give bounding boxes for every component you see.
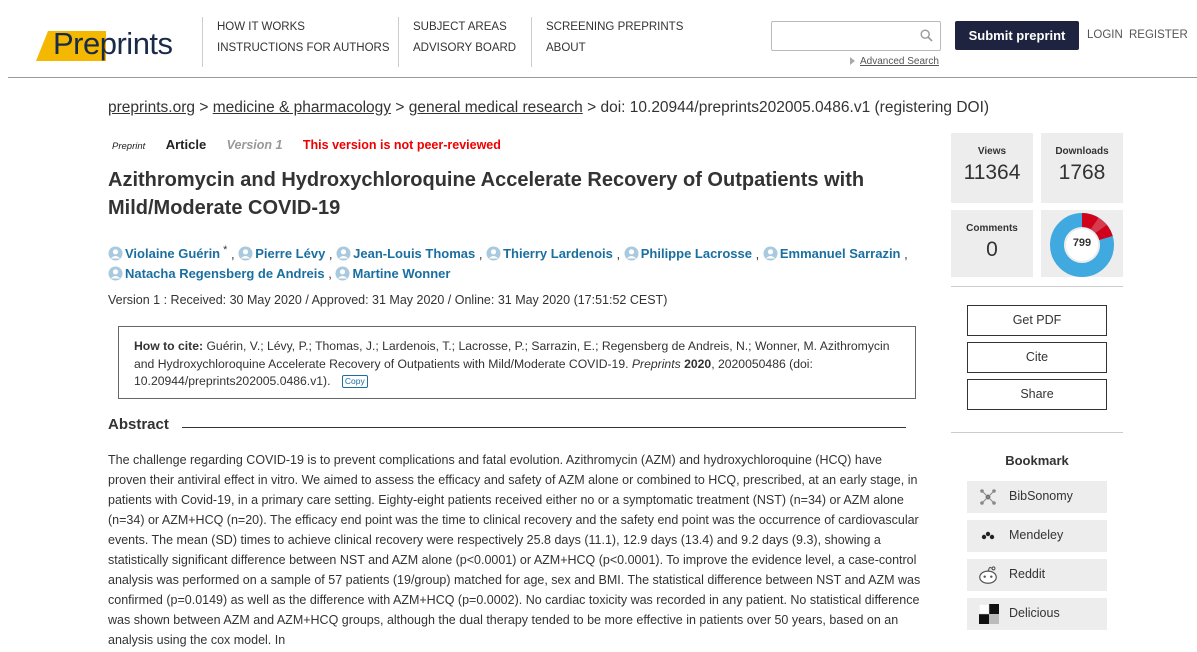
advanced-search[interactable] <box>850 56 939 67</box>
abstract-heading: Abstract <box>108 416 169 433</box>
corresponding-author-mark: * <box>220 244 228 256</box>
author-name[interactable]: Jean-Louis Thomas <box>353 246 476 262</box>
submit-preprint-button[interactable]: Submit preprint <box>955 21 1079 50</box>
nav-column-2 <box>398 17 516 67</box>
views-value: 11364 <box>963 161 1021 184</box>
author-name[interactable]: Natacha Regensberg de Andreis <box>125 266 325 282</box>
author-link[interactable] <box>624 246 752 261</box>
author-name[interactable]: Pierre Lévy <box>255 246 326 262</box>
mendeley-icon <box>979 527 997 545</box>
author-link[interactable] <box>335 266 450 281</box>
login-link[interactable]: LOGIN <box>1087 29 1123 41</box>
cite-rest: , 2020050486 (doi: 10.20944/preprints202005.0486.v1). <box>134 356 813 388</box>
bookmark-mendeley[interactable] <box>967 520 1107 552</box>
bibsonomy-icon <box>979 488 997 506</box>
preprint-tag: Preprint <box>112 141 146 152</box>
nav-how-it-works[interactable]: HOW IT WORKS <box>217 21 305 33</box>
author-link[interactable] <box>108 266 325 281</box>
breadcrumb <box>108 99 989 117</box>
author-list: Violaine Guérin * , Pierre Lévy , Jean-Louis Thomas , Thierry Lardenois , Philippe Lacrosse , Emmanuel Sarrazin , Natacha Regensberg de Andreis , Martine Wonner <box>108 240 908 284</box>
bookmark-label: Mendeley <box>1009 528 1064 542</box>
author-name[interactable]: Emmanuel Sarrazin <box>779 246 901 262</box>
author-name[interactable]: Violaine Guérin <box>125 246 221 262</box>
author-link[interactable] <box>336 246 475 261</box>
bookmark-label: Delicious <box>1009 606 1060 620</box>
author-profile-icon <box>238 246 253 261</box>
author-profile-icon <box>335 266 350 281</box>
nav-screening-preprints[interactable]: SCREENING PREPRINTS <box>546 21 684 33</box>
preprints-logo[interactable] <box>36 25 188 63</box>
breadcrumb-home[interactable]: preprints.org <box>108 99 196 116</box>
article-type: Article <box>165 137 207 152</box>
advanced-search-link[interactable]: Advanced Search <box>860 56 939 67</box>
logo-text: Preprints <box>53 26 173 61</box>
article-title: Azithromycin and Hydroxychloroquine Accelerate Recovery of Outpatients with Mild/Moderate COVID-19 <box>108 169 865 219</box>
nav-column-3 <box>531 17 683 67</box>
nav-advisory-board[interactable]: ADVISORY BOARD <box>413 42 517 54</box>
bookmark-label: Reddit <box>1009 567 1046 581</box>
breadcrumb-separator: > <box>587 99 597 116</box>
review-status: This version is not peer-reviewed <box>302 138 501 152</box>
bookmark-label: BibSonomy <box>1009 489 1073 503</box>
author-name[interactable]: Martine Wonner <box>352 266 451 282</box>
author-link[interactable] <box>486 246 613 261</box>
breadcrumb-separator: > <box>199 99 209 116</box>
author-link[interactable] <box>108 246 220 261</box>
how-to-cite <box>118 326 916 399</box>
author-link[interactable] <box>238 246 325 261</box>
downloads-label: Downloads <box>1055 146 1109 157</box>
breadcrumb-separator: > <box>395 99 405 116</box>
author-name[interactable]: Philippe Lacrosse <box>640 246 752 262</box>
logo-shape <box>36 31 48 61</box>
author-link[interactable] <box>763 246 901 261</box>
get-pdf-button[interactable]: Get PDF <box>967 305 1107 336</box>
cite-label: How to cite: <box>134 339 204 353</box>
author-profile-icon <box>624 246 639 261</box>
bookmark-bibsonomy[interactable] <box>967 481 1107 513</box>
downloads-value: 1768 <box>1058 161 1106 184</box>
author-profile-icon <box>763 246 778 261</box>
search-icon[interactable] <box>920 29 933 42</box>
bookmark-reddit[interactable] <box>967 559 1107 591</box>
version-history: Version 1 : Received: 30 May 2020 / Approved: 31 May 2020 / Online: 31 May 2020 (17:51:52 CEST) <box>108 293 668 307</box>
abstract-text: The challenge regarding COVID-19 is to prevent complications and fatal evolution. Azithromycin (AZM) and hydroxychloroquine (HCQ) have proven their antiviral effect in vitro. We aimed to assess the efficacy and safety of AZM alone or combined to HCQ, prescribed, at an early stage, in patients with Covid-19, in a primary care setting. Eighty-eight patients received either no or a symptomatic treatment (NST) (n=34) or AZM alone (n=34) or AZM+HCQ (n=20). The efficacy end point was the time to clinical recovery and the safety end point was the occurrence of cardiovascular events. The mean (SD) times to achieve clinical recovery were respectively 25.8 days (11.1), 12.9 days (13.4) and 9.2 days (9.3), showing a statistically significant difference between NST and AZM alone (p<0.0001) or AZM+HCQ (p<0.0001). To improve the evidence level, a case-control analysis was performed on a sample of 57 patients (19/group) matched for age, sex and BMI. The statistical difference between NST and AZM was confirmed (p=0.0149) as well as the difference with AZM+HCQ (p=0.0002). No cardiac toxicity was recorded in any patient. No statistical difference was shown between AZM and AZM+HCQ groups, although the dual therapy tended to be more effective in patients over 50 years, based on an analysis using the cox model. In <box>108 453 921 647</box>
nav-subject-areas[interactable]: SUBJECT AREAS <box>413 21 507 33</box>
bookmark-heading: Bookmark <box>1005 453 1069 468</box>
comments-value: 0 <box>986 238 998 261</box>
altmetric-badge[interactable] <box>1041 210 1123 277</box>
author-profile-icon <box>336 246 351 261</box>
comments-label: Comments <box>966 223 1018 234</box>
register-link[interactable]: REGISTER <box>1129 29 1188 41</box>
share-button[interactable]: Share <box>967 379 1107 410</box>
cite-text: Guérin, V.; Lévy, P.; Thomas, J.; Lardenois, T.; Lacrosse, P.; Sarrazin, E.; Regensberg de Andreis, N.; Wonner, M. Azithromycin and Hydroxychloroquine Accelerate Recovery of Outpatients with Mild/Moderate COVID-19. <box>134 339 890 371</box>
comments-stat[interactable] <box>951 210 1033 277</box>
cite-button[interactable]: Cite <box>967 342 1107 373</box>
author-profile-icon <box>486 246 501 261</box>
downloads-stat <box>1041 133 1123 203</box>
breadcrumb-doi: doi: 10.20944/preprints202005.0486.v1 (registering DOI) <box>600 99 990 116</box>
nav-about[interactable]: ABOUT <box>546 42 586 54</box>
views-label: Views <box>977 146 1007 157</box>
nav-column-1 <box>202 17 390 67</box>
header-divider <box>8 77 1197 78</box>
nav-instructions-for-authors[interactable]: INSTRUCTIONS FOR AUTHORS <box>217 42 390 54</box>
breadcrumb-medicine[interactable]: medicine & pharmacology <box>212 99 392 116</box>
version-tag: Version 1 <box>226 138 283 152</box>
triangle-right-icon <box>850 57 855 65</box>
altmetric-score: 799 <box>1072 237 1092 249</box>
search-input[interactable] <box>771 21 941 51</box>
sidebar-divider <box>951 286 1123 287</box>
cite-year: 2020 <box>684 356 712 371</box>
copy-citation-button[interactable]: Copy <box>342 375 368 388</box>
delicious-icon <box>979 604 999 624</box>
sidebar-divider <box>951 432 1123 433</box>
reddit-icon <box>977 564 999 586</box>
bookmark-delicious[interactable] <box>967 598 1107 630</box>
author-name[interactable]: Thierry Lardenois <box>503 246 613 262</box>
cite-journal: Preprints <box>631 356 681 371</box>
views-stat <box>951 133 1033 203</box>
abstract-divider <box>182 427 906 428</box>
article-meta <box>112 136 501 152</box>
author-profile-icon <box>108 246 123 261</box>
author-profile-icon <box>108 266 123 281</box>
breadcrumb-general-medical-research[interactable]: general medical research <box>408 99 583 116</box>
